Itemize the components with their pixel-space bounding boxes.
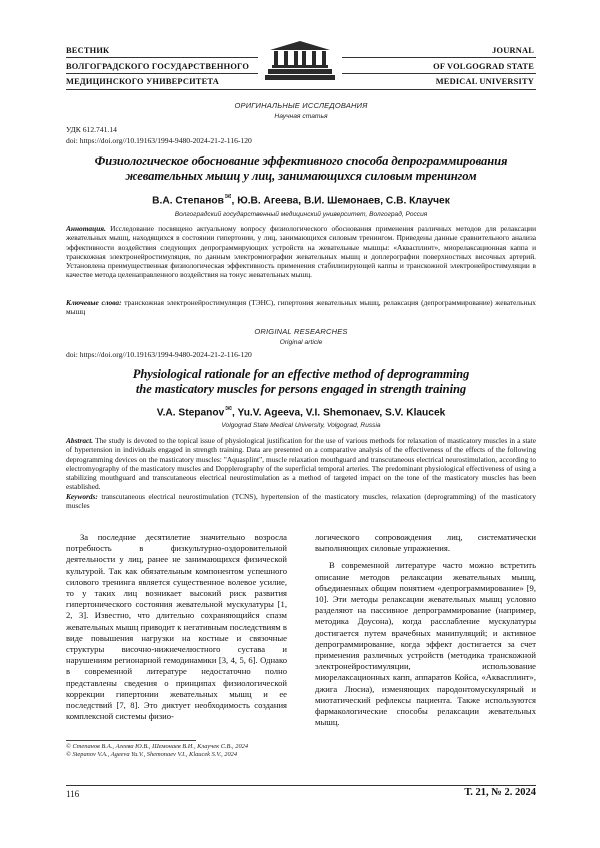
volume-issue: Т. 21, № 2. 2024: [464, 787, 536, 798]
journal-name-ru-line: МЕДИЦИНСКОГО УНИВЕРСИТЕТА: [66, 77, 219, 86]
keywords-en: [66, 492, 536, 511]
journal-name-en-line: MEDICAL UNIVERSITY: [435, 77, 534, 86]
identifiers-ru: [66, 125, 252, 146]
footer-rule: [66, 785, 536, 786]
section-heading-ru: ОРИГИНАЛЬНЫЕ ИССЛЕДОВАНИЯ: [234, 101, 368, 110]
copyright-rule: [66, 740, 196, 741]
authors-list: , Ю.В. Агеева, В.И. Шемонаев, С.В. Клаучек: [231, 195, 450, 207]
title-line: Физиологическое обоснование эффективного способа депрограммирования: [94, 154, 508, 168]
journal-name-ru: [66, 43, 249, 90]
abstract-text: Исследование посвящено актуальному вопросу физиологического обоснования применения различных методов для релаксации жевательных мышц, находящихся в состоянии гипертонии, у лиц, занимающихся силовым тренингом. Приведены данные сравнительного анализа эффективности воздействия следующих депрограммирующих устройств на жевательные мышцы: «Акваcплинт», миорелаксационная каппа и транскожная электронейростимуляция, по данным электромиографии жевательных мышц и доплерографии поверхностных височных артерий. Установлена преимущественная физиологическая эффективность применения стабилизирующей каппы и транскожной электронейростимуляции в качестве метода целенаправленного воздействия на тонус жевательных мышц.: [66, 224, 536, 280]
keywords-ru: [66, 298, 536, 317]
title-line: Physiological rationale for an effective method of deprogramming: [132, 367, 470, 381]
body-column-left: [66, 532, 287, 722]
doi-ru: doi: https://doi.org//10.19163/1994-9480-2024-21-2-116-120: [66, 135, 252, 145]
article-type-ru: Научная статья: [274, 113, 328, 120]
body-paragraph: логического сопровождения лиц, систематически выполняющих силовые упражнения.: [315, 532, 536, 554]
keywords-text: транскожная электронейростимуляция (ТЭНС), гипертония жевательных мышц, релаксация (депрограммирование) жевательных мышц: [66, 298, 536, 317]
page-number: 116: [66, 789, 80, 799]
title-line: жевательных мышц у лиц, занимающихся силовым тренингом: [125, 169, 477, 183]
keywords-text: transcutaneous electrical neurostimulation (TCNS), hypertension of the masticatory muscles, relaxation (deprogramming) of the masticatory muscles: [66, 492, 536, 511]
keywords-label: Ключевые слова:: [66, 298, 122, 307]
affiliation-ru: Волгоградский государственный медицинский университет, Волгоград, Россия: [174, 211, 428, 218]
author-corresponding: V.A. Stepanov: [156, 407, 225, 419]
title-line: the masticatory muscles for persons engaged in strength training: [135, 382, 467, 396]
doi-en: doi: https://doi.org//10.19163/1994-9480-2024-21-2-116-120: [66, 350, 252, 359]
author-corresponding: В.А. Степанов: [152, 195, 224, 207]
copyright: [66, 743, 248, 760]
udc-code: УДК 612.741.14: [66, 125, 117, 134]
abstract-label: Abstract.: [66, 436, 94, 445]
abstract-en: [66, 436, 536, 492]
journal-name-en: [433, 43, 534, 90]
copyright-en: © Stepanov V.A., Ageeva Yu.V., Shemonaev V.I., Klaucek S.V., 2024: [66, 751, 238, 759]
abstract-ru: [66, 224, 536, 280]
section-heading-en: ORIGINAL RESEARCHES: [254, 327, 348, 336]
body-paragraph: За последние десятилетие значительно возросла потребность в физкультурно-оздоровительной деятельности у лиц, ранее не занимающихся физической культурой. Так как обязательным компонентом успешного силового тренинга является существенное волевое усилие, то у таких лиц возникает высокий риск развития гипертонического состояния жевательной мускулатуры [1, 2, 3]. Известно, что длительно сохраняющийся спазм жевательных мышц приводит к негативным последствиям в виде повышения нагрузки на костные и связочные структуры височно-нижнечелюстного сустава и нарушениям регионарной гемодинамики [3, 4, 5, 6]. Однако в современной литературе недостаточно полно представлены сведения о принципах физиологической коррекции гипертонии жевательных мышц и ее последствий [7, 8]. Это диктует необходимость создания комплексной системы физио-: [66, 532, 287, 722]
affiliation-en: Volgograd State Medical University, Volgograd, Russia: [221, 422, 381, 429]
identifiers-en: [66, 350, 252, 361]
envelope-icon: ✉: [225, 404, 232, 413]
article-title-ru: [66, 154, 536, 184]
body-paragraph: В современной литературе часто можно встретить описание методов релаксации жевательных мышц, объединенных общим понятием «депрограммирование» [9, 10]. Эти методы релаксации жевательных мышц условно разделяют на пассивное депрограммирование (например, методика Доусона), когда расслабление мускулатуры достигается путем врачебных манипуляций; и активное депрограммирование, когда эффект достигается за счет применения различных устройств (методика транскожной электронейростимуляции, использование миорелаксационных капп, аппаратов Койса, «Аквасплинт», джига Люсиа), изменяющих пародонтомускулярный и миотатический рефлексы пациента. Также используются фармакологические способы релаксации жевательных мышц.: [315, 560, 536, 728]
article-title-en: [66, 367, 536, 397]
abstract-text: The study is devoted to the topical issue of physiological justification for the use of various methods for relaxation of masticatory muscles in a state of hypertension in individuals engaged in strength training. Data are presented on a comparative analysis of the effectiveness of the effects of the following deprogramming devices on the masticatory muscles: "Aquasplint", muscle relaxation mouthguard and transcutaneous electrical neurostimulation, according to electromyography of the masticatory muscles and Dopplerography of the superficial temporal arteries. The predominant physiological effectiveness of using a stabilizing mouthguard and transcutaneous electrical neurostimulation as a method of targeted impact on the tone of the masticatory muscles has been established.: [66, 436, 536, 492]
journal-name-en-line: JOURNAL: [492, 46, 534, 55]
journal-name-ru-line: ВЕСТНИК: [66, 46, 110, 55]
journal-logo-icon: [258, 41, 342, 85]
keywords-label: Keywords:: [66, 492, 98, 501]
journal-name-en-line: OF VOLGOGRAD STATE: [433, 61, 534, 71]
journal-name-ru-line: ВОЛГОГРАДСКОГО ГОСУДАРСТВЕННОГО: [66, 61, 250, 71]
envelope-icon: ✉: [224, 192, 232, 201]
authors-ru: [66, 192, 536, 206]
article-type-en: Original article: [279, 339, 323, 346]
authors-list: , Yu.V. Ageeva, V.I. Shemonaev, S.V. Klaucek: [231, 407, 446, 419]
authors-en: [66, 404, 536, 418]
copyright-ru: © Степанов В.А., Агеева Ю.В., Шемонаев В.И., Клаучек С.В., 2024: [66, 743, 249, 750]
abstract-label: Аннотация.: [66, 224, 106, 233]
body-column-right: [315, 532, 536, 728]
